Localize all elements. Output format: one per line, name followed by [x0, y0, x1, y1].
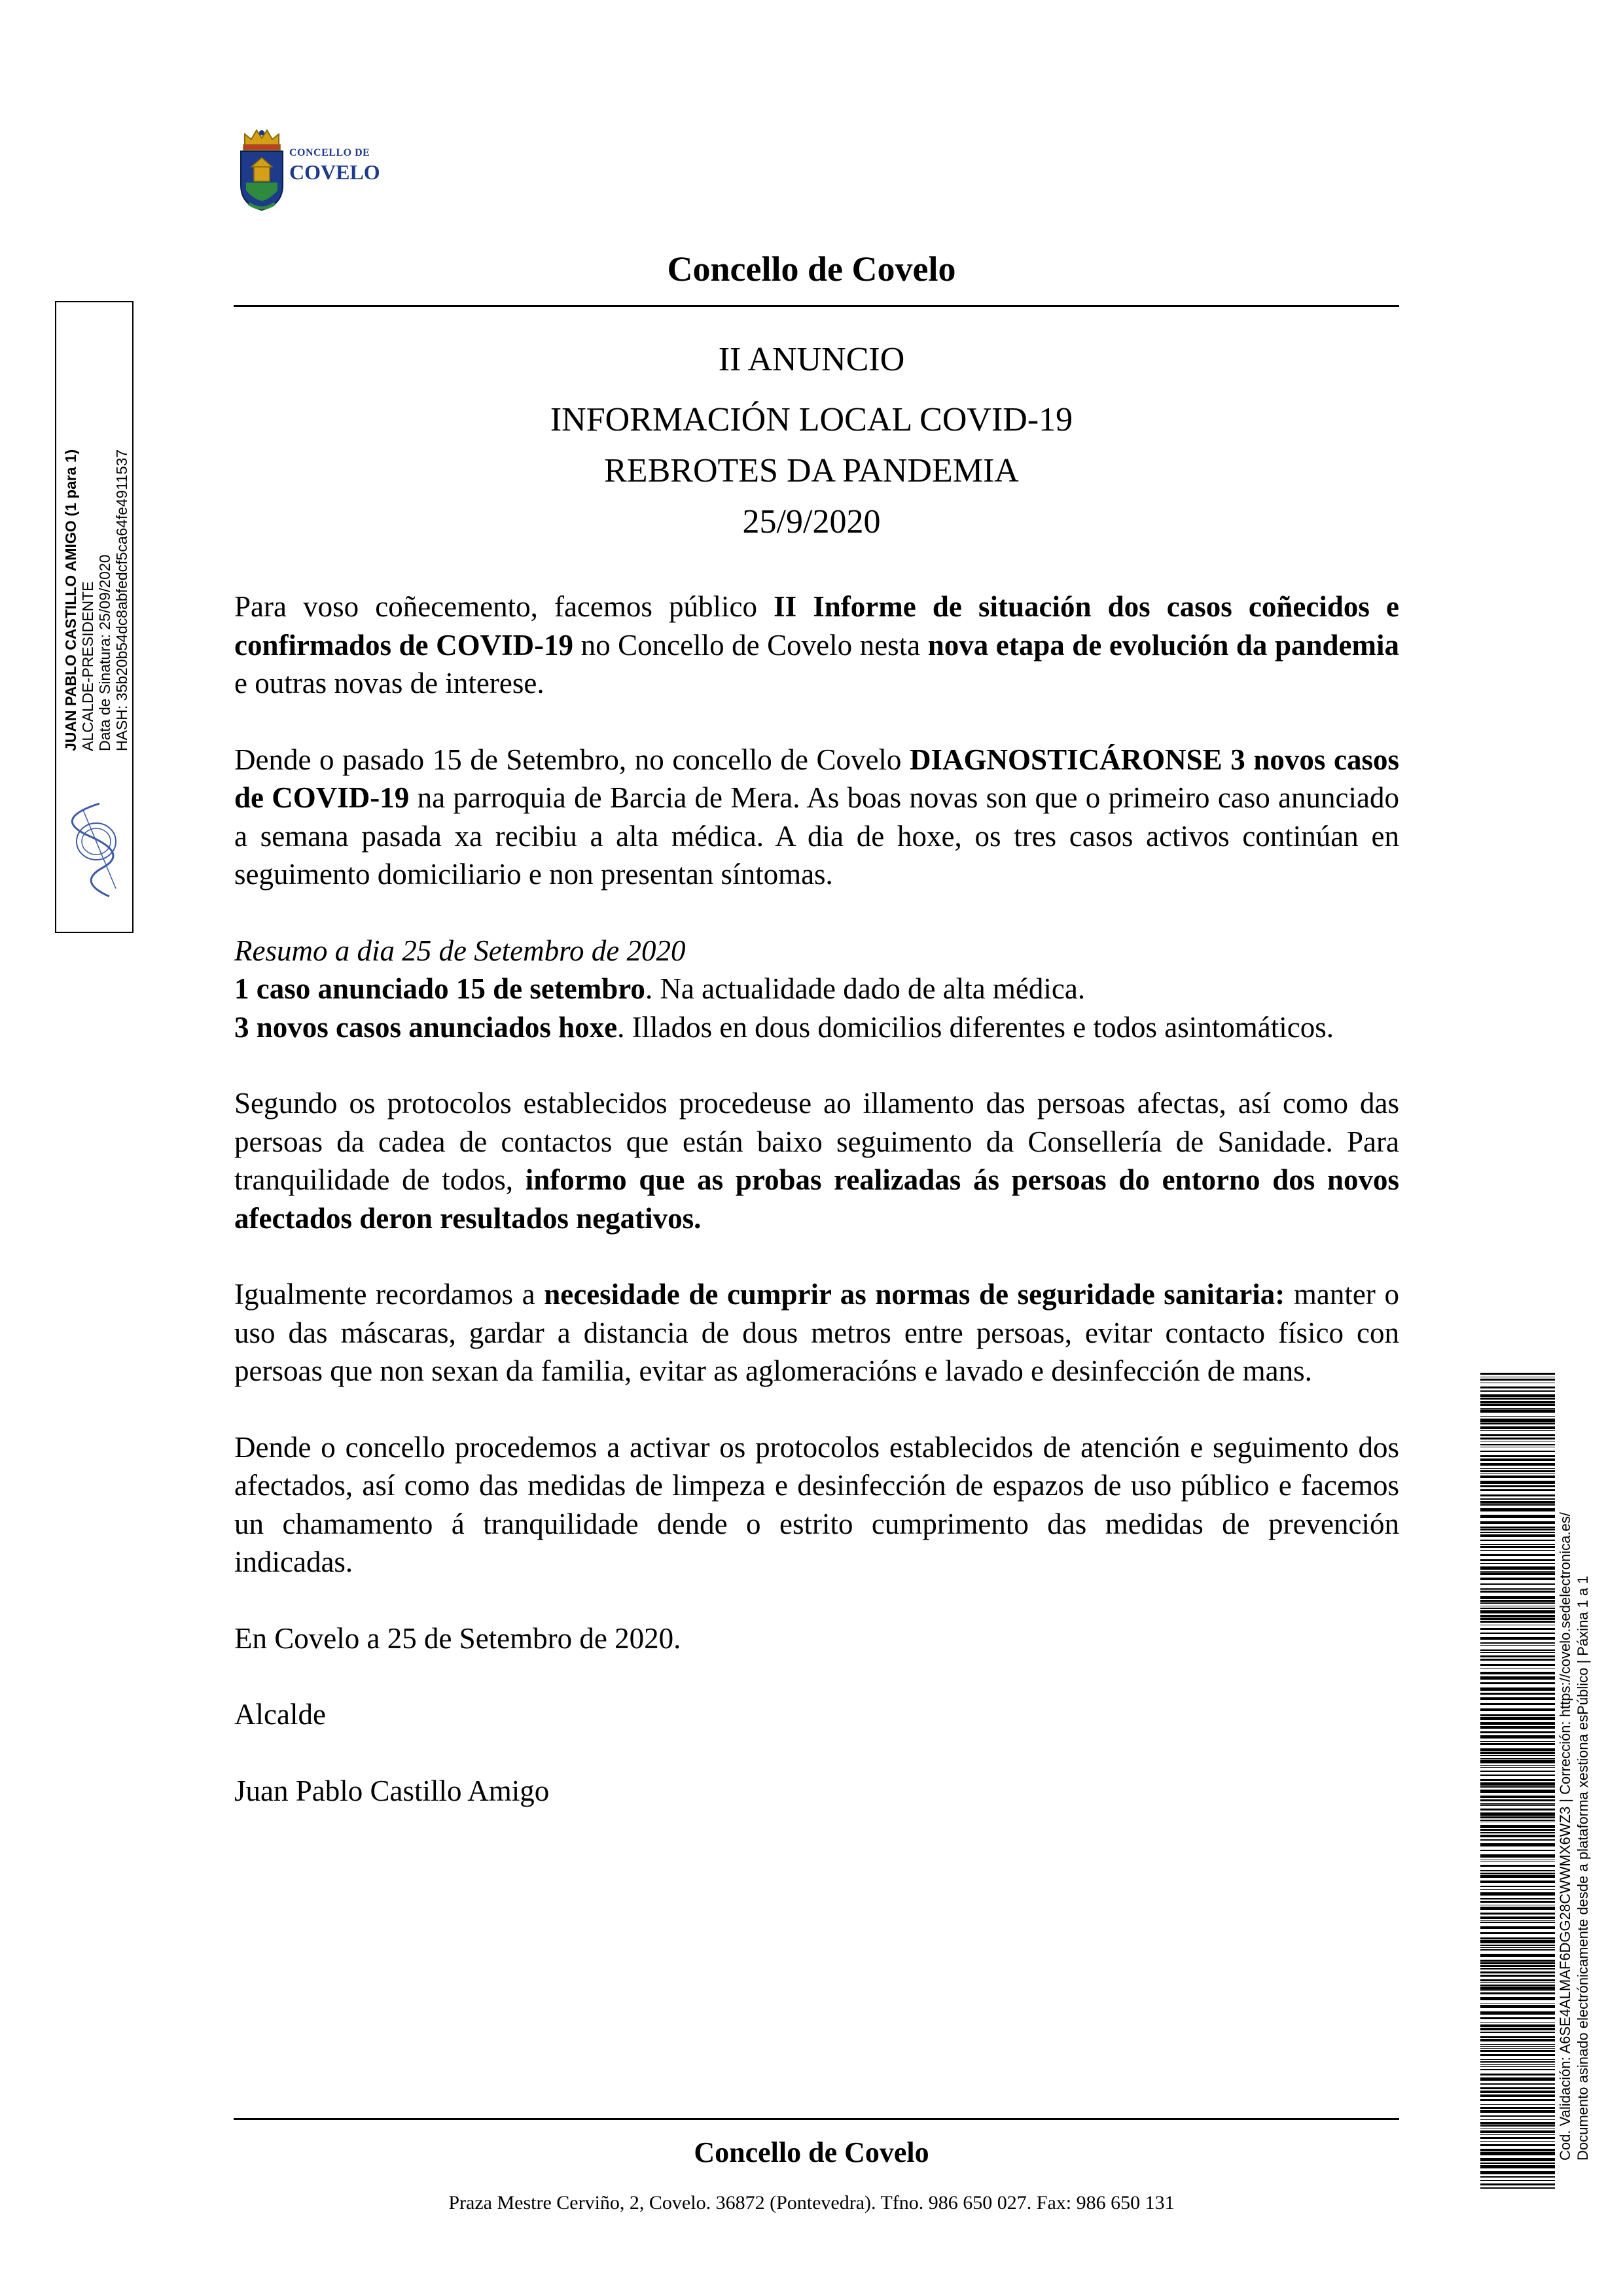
announcement-line1: II ANUNCIO: [718, 341, 905, 378]
validation-text: [1556, 1231, 1596, 2161]
header-divider: [234, 305, 1399, 307]
announcement-line3: REBROTES DA PANDEMIA: [604, 452, 1019, 489]
paragraph-intro: Para voso coñecemento, facemos público II Informe de situación dos casos coñecidos e confirmados de COVID-19 no Concello de Covelo nesta nova etapa de evolución da pandemia e outras novas de interese.: [234, 590, 1399, 699]
coat-of-arms-icon: [237, 126, 287, 215]
signature-date: Data de Sinatura: 25/09/2020: [96, 554, 113, 751]
validation-code: Cod. Validación: A6SE4ALMAF6DGG28CWWMX6WZ3 | Corrección: https://covelo.sedelectronica.es/: [1557, 1512, 1573, 2161]
footer-address: Praza Mestre Cerviño, 2, Covelo. 36872 (Pontevedra). Tfno. 986 650 027. Fax: 986 650 131: [448, 2192, 1175, 2214]
paragraph-actions: Dende o concello procedemos a activar os protocolos establecidos de atención e seguimento dos afectados, así como das medidas de limpeza e desinfección de espazos de uso público e facemos un chamamento á tranquilidade dende o estrito cumprimento das medidas de prevención indicadas.: [234, 1430, 1399, 1578]
signer-full-name: JUAN PABLO CASTILLO AMIGO (1 para 1): [62, 449, 79, 751]
paragraph-protocols: Segundo os protocolos establecidos procedeuse ao illamento das persoas afectas, así como das persoas da cadea de contactos que están baixo seguimento da Consellería de Sanidade. Para tranquilidade de todos, informo que as probas realizadas ás persoas do entorno dos novos afectados deron resultados negativos.: [234, 1087, 1399, 1235]
header-title: Concello de Covelo: [667, 249, 956, 289]
digital-signature-box: [55, 301, 134, 933]
paragraph-safety-rules: Igualmente recordamos a necesidade de cumprir as normas de seguridade sanitaria: manter o uso das máscaras, gardar a distancia de dous metros entre persoas, evitar contacto físico con persoas que non sexan da familia, evitar as aglomeracións e lavado e desinfección de mans.: [234, 1278, 1400, 1387]
paragraph-new-cases: Dende o pasado 15 de Setembro, no concello de Covelo DIAGNOSTICÁRONSE 3 novos casos de COVID-19 na parroquia de Barcia de Mera. As boas novas son que o primeiro caso anunciado a semana pasada xa recibiu a alta médica. A dia de hoxe, os tres casos activos continúan en seguimento domiciliario e non presentan síntomas.: [234, 743, 1399, 891]
closing-place-date: En Covelo a 25 de Setembro de 2020.: [234, 1621, 681, 1655]
barcode-icon: [1480, 1373, 1555, 2191]
summary-item-2: 3 novos casos anunciados hoxe. Illados en dous domicilios diferentes e todos asintomáticos.: [234, 1010, 1334, 1044]
signature-rotated: [60, 309, 132, 928]
summary-heading: Resumo a dia 25 de Setembro de 2020: [234, 934, 686, 967]
logo-line2: COVELO: [289, 160, 380, 184]
signer-role: Alcalde: [234, 1698, 326, 1731]
announcement-date: 25/9/2020: [742, 503, 881, 540]
signature-stamp-icon: [63, 797, 129, 902]
footer-divider: [234, 2118, 1399, 2120]
footer-title: Concello de Covelo: [694, 2136, 929, 2168]
signer-name: Juan Pablo Castillo Amigo: [234, 1774, 550, 1807]
signer-position: ALCALDE-PRESIDENTE: [79, 581, 96, 751]
summary-item-1: 1 caso anunciado 15 de setembro. Na actualidade dado de alta médica.: [234, 972, 1086, 1005]
document-body: [234, 588, 1399, 1810]
concello-logo: [237, 126, 381, 215]
validation-platform: Documento asinado electrónicamente desde a plataforma xestiona esPúblico | Páxina 1 a 1: [1575, 1576, 1591, 2161]
signature-hash: HASH: 35b20b54dc8abfedcf5ca64fe4911537: [113, 449, 130, 751]
announcement-line2: INFORMACIÓN LOCAL COVID-19: [550, 401, 1073, 438]
logo-line1: CONCELLO DE: [289, 147, 370, 158]
